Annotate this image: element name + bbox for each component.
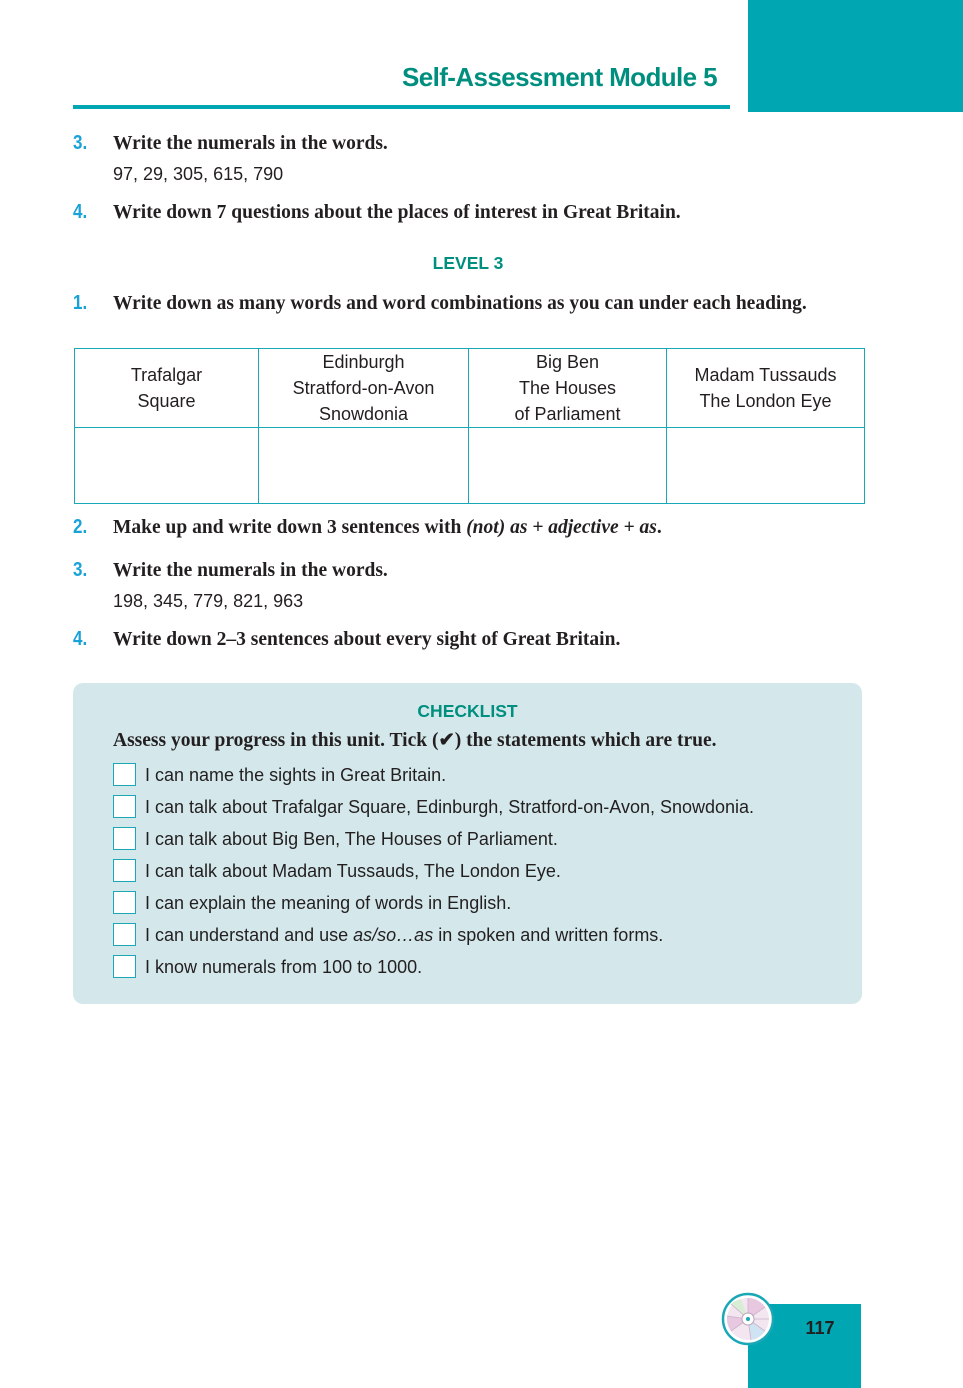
- heading-line: Square: [137, 391, 196, 411]
- table-heading-cell: [75, 349, 259, 428]
- checklist-statement: [145, 925, 663, 946]
- task-number: 1.: [73, 292, 88, 314]
- task-numbers-list: 198, 345, 779, 821, 963: [113, 591, 304, 611]
- task-instruction: Write down 2–3 sentences about every sight of Great Britain.: [113, 629, 621, 650]
- task-numbers-list: 97, 29, 305, 615, 790: [113, 164, 284, 184]
- task-number: 4.: [73, 628, 88, 650]
- table-heading-cell: [469, 349, 667, 428]
- heading-line: The Houses: [518, 378, 617, 398]
- title-underline: [73, 105, 730, 109]
- corner-color-block: [748, 0, 963, 112]
- task-number: 3.: [73, 559, 88, 581]
- answer-cell[interactable]: [469, 428, 667, 504]
- sights-table: [74, 348, 865, 504]
- checklist-statement: I can talk about Madam Tussauds, The London Eye.: [145, 861, 561, 881]
- statement-text: in spoken and written forms.: [433, 925, 664, 945]
- checkbox[interactable]: [113, 955, 136, 978]
- checklist-statement: I can name the sights in Great Britain.: [145, 765, 447, 785]
- checkbox[interactable]: [113, 827, 136, 850]
- task-instruction: [113, 516, 873, 540]
- level-heading: LEVEL 3: [432, 253, 504, 273]
- page-title: Self-Assessment Module 5: [401, 62, 717, 92]
- instruction-end: .: [656, 517, 662, 538]
- checkbox[interactable]: [113, 859, 136, 882]
- heading-line: Snowdonia: [318, 404, 409, 424]
- statement-italic: as/so…as: [353, 925, 434, 945]
- task-number: 2.: [73, 516, 88, 538]
- heading-line: The London Eye: [699, 391, 832, 411]
- task-item: [73, 559, 873, 619]
- grammar-pattern: (not) as + adjective + as: [466, 517, 657, 538]
- heading-line: Stratford-on-Avon: [292, 378, 435, 398]
- task-item: [73, 132, 873, 192]
- checklist-statement: I know numerals from 100 to 1000.: [145, 957, 423, 977]
- task-instruction: Write the numerals in the words.: [113, 133, 388, 154]
- heading-line: Edinburgh: [322, 352, 405, 372]
- task-item: [73, 201, 873, 227]
- checklist-statement: I can explain the meaning of words in English.: [145, 893, 512, 913]
- answer-cell[interactable]: [259, 428, 469, 504]
- checklist-intro: Assess your progress in this unit. Tick (✔) the statements which are true.: [113, 730, 717, 751]
- statement-text: I can understand and use: [145, 925, 354, 945]
- heading-line: Big Ben: [535, 352, 600, 372]
- task-number: 3.: [73, 132, 88, 154]
- task-item: [73, 292, 873, 342]
- heading-line: Madam Tussauds: [694, 365, 837, 385]
- answer-cell[interactable]: [667, 428, 865, 504]
- answer-cell[interactable]: [75, 428, 259, 504]
- table-heading-cell: [259, 349, 469, 428]
- checklist-panel: [73, 683, 862, 1004]
- task-instruction: Write down as many words and word combinations as you can under each heading.: [113, 293, 807, 314]
- checklist-statement: I can talk about Big Ben, The Houses of Parliament.: [145, 829, 558, 849]
- task-number: 4.: [73, 201, 88, 223]
- heading-line: Trafalgar: [130, 365, 203, 385]
- page-number: 117: [805, 1318, 835, 1338]
- audio-cd-icon: [721, 1292, 775, 1346]
- task-instruction: Write the numerals in the words.: [113, 560, 388, 581]
- table-header-row: [75, 349, 865, 428]
- table-answer-row: [75, 428, 865, 504]
- checkbox[interactable]: [113, 795, 136, 818]
- heading-line: of Parliament: [514, 404, 621, 424]
- checklist-title: CHECKLIST: [417, 701, 518, 721]
- checkbox[interactable]: [113, 891, 136, 914]
- task-item: [73, 628, 873, 654]
- checkbox[interactable]: [113, 923, 136, 946]
- checkbox[interactable]: [113, 763, 136, 786]
- task-item: [73, 516, 873, 542]
- task-instruction: Write down 7 questions about the places of interest in Great Britain.: [113, 202, 681, 223]
- checklist-statement: I can talk about Trafalgar Square, Edinburgh, Stratford-on-Avon, Snowdonia.: [145, 797, 755, 817]
- table-heading-cell: [667, 349, 865, 428]
- instruction-text: Make up and write down 3 sentences with: [113, 517, 467, 538]
